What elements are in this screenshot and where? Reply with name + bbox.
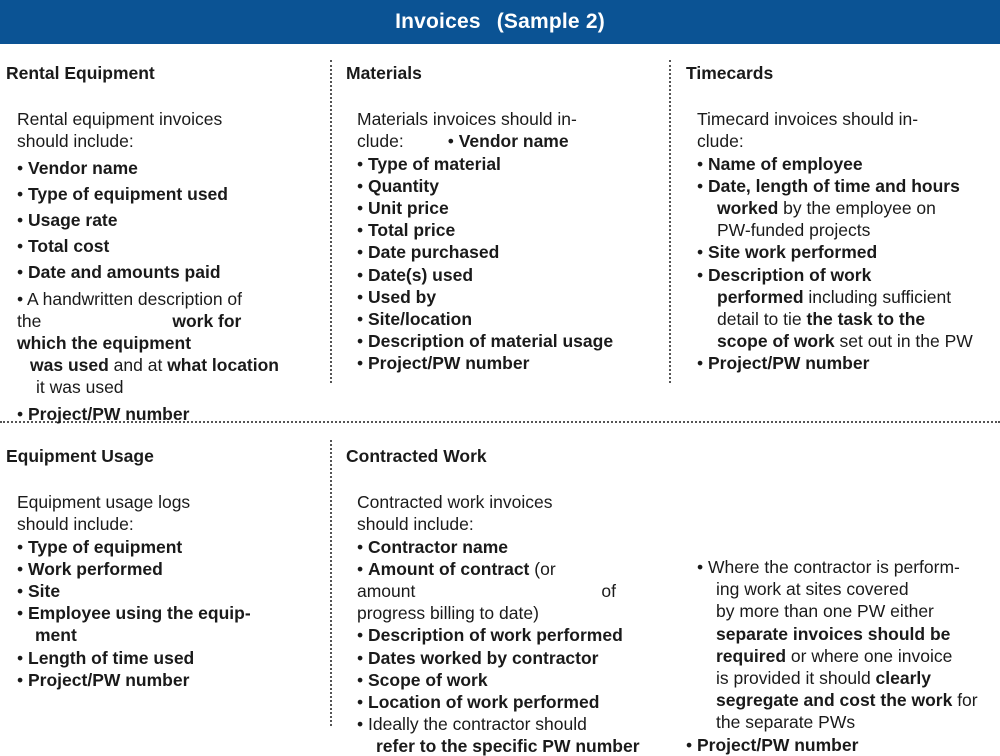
list-item: • Project/PW number bbox=[686, 734, 859, 755]
section-heading: Materials bbox=[346, 63, 422, 83]
list-item: • Location of work performed bbox=[357, 692, 600, 713]
intro-text: clude: bbox=[697, 131, 744, 152]
banner-title: Invoices bbox=[395, 10, 481, 33]
section-heading: Contracted Work bbox=[346, 446, 487, 466]
intro-text: Timecard invoices should in- bbox=[697, 109, 919, 130]
list-item: • Amount of contract (or bbox=[357, 558, 556, 579]
list-item: • Project/PW number bbox=[17, 669, 190, 690]
list-item-cont: PW-funded projects bbox=[717, 220, 871, 241]
list-item: • Project/PW number bbox=[357, 353, 530, 374]
equipment-usage-section bbox=[6, 445, 324, 691]
list-item-cont: by more than one PW either bbox=[716, 601, 934, 622]
list-item-cont: which the equipment bbox=[17, 333, 192, 354]
list-item-cont: required or where one invoice bbox=[716, 645, 953, 666]
intro-text: clude: • Vendor name bbox=[357, 131, 569, 152]
list-item: • Project/PW number bbox=[17, 403, 190, 424]
list-item: • Scope of work bbox=[357, 669, 488, 690]
list-item: • Description of material usage bbox=[357, 331, 614, 352]
list-item: • Name of employee bbox=[697, 153, 863, 174]
list-item: • Usage rate bbox=[17, 210, 118, 231]
intro-text: Rental equipment invoices bbox=[17, 109, 223, 130]
section-heading: Timecards bbox=[686, 63, 774, 83]
column-divider bbox=[669, 60, 671, 383]
list-item: • Work performed bbox=[17, 558, 163, 579]
intro-text: should include: bbox=[357, 514, 474, 535]
list-item: • Total cost bbox=[17, 236, 110, 257]
intro-text: Materials invoices should in- bbox=[357, 109, 577, 130]
list-item: • Total price bbox=[357, 220, 456, 241]
list-item-cont: scope of work set out in the PW bbox=[717, 331, 973, 352]
list-item-cont: segregate and cost the work for bbox=[716, 690, 978, 711]
contracted-work-section bbox=[346, 445, 664, 756]
section-heading: Equipment Usage bbox=[6, 446, 154, 466]
list-item-cont: was used and at what location bbox=[30, 355, 279, 376]
list-item: • Type of equipment used bbox=[17, 183, 228, 204]
list-item: • Date and amounts paid bbox=[17, 262, 221, 283]
list-item: • A handwritten description of bbox=[17, 288, 243, 309]
list-item: • Site bbox=[17, 581, 61, 602]
list-item-cont: detail to tie the task to the bbox=[717, 309, 926, 330]
list-item-cont: progress billing to date) bbox=[357, 603, 539, 624]
list-item: • Date purchased bbox=[357, 242, 500, 263]
list-item-cont: amount of bbox=[357, 581, 616, 602]
title-banner bbox=[0, 0, 1000, 44]
list-item: • Ideally the contractor should bbox=[357, 714, 587, 735]
list-item-cont: the work for bbox=[17, 310, 242, 331]
list-item: • Date(s) used bbox=[357, 264, 474, 285]
banner-subtitle: (Sample 2) bbox=[496, 10, 605, 33]
list-item: • Description of work performed bbox=[357, 625, 623, 646]
list-item-cont: separate invoices should be bbox=[716, 623, 951, 644]
list-item-cont: ing work at sites covered bbox=[716, 579, 909, 600]
contracted-work-continued bbox=[686, 556, 998, 756]
list-item: • Date, length of time and hours bbox=[697, 175, 960, 196]
section-heading: Rental Equipment bbox=[6, 63, 155, 83]
list-item-cont: performed including sufficient bbox=[717, 286, 952, 307]
list-item: • Contractor name bbox=[357, 536, 509, 557]
list-item: • Site work performed bbox=[697, 242, 878, 263]
column-divider bbox=[330, 440, 332, 726]
list-item: • Used by bbox=[357, 286, 437, 307]
list-item: • Vendor name bbox=[17, 157, 138, 178]
materials-section bbox=[346, 62, 664, 375]
timecards-section bbox=[686, 62, 998, 375]
column-divider bbox=[330, 60, 332, 383]
list-item: • Length of time used bbox=[17, 647, 195, 668]
list-item: • Site/location bbox=[357, 309, 473, 330]
list-item-cont: ment bbox=[35, 625, 77, 646]
list-item: • Type of material bbox=[357, 153, 501, 174]
intro-text: should include: bbox=[17, 131, 134, 152]
list-item-cont: refer to the specific PW number bbox=[376, 736, 640, 756]
list-item-cont: worked by the employee on bbox=[717, 198, 936, 219]
intro-text: Equipment usage logs bbox=[17, 492, 191, 513]
list-item: • Unit price bbox=[357, 198, 449, 219]
list-item: • Employee using the equip- bbox=[17, 603, 251, 624]
list-item: • Project/PW number bbox=[697, 353, 870, 374]
list-item: • Quantity bbox=[357, 175, 439, 196]
list-item: • Where the contractor is perform- bbox=[697, 557, 960, 577]
list-item-cont: the separate PWs bbox=[716, 712, 856, 733]
intro-text: Contracted work invoices bbox=[357, 492, 553, 513]
list-item: • Description of work bbox=[697, 264, 872, 285]
list-item-cont: is provided it should clearly bbox=[716, 668, 932, 689]
list-item: • Dates worked by contractor bbox=[357, 647, 599, 668]
list-item: • Type of equipment bbox=[17, 536, 183, 557]
intro-text: should include: bbox=[17, 514, 134, 535]
list-item-cont: it was used bbox=[36, 377, 124, 398]
rental-equipment-section bbox=[6, 62, 324, 425]
